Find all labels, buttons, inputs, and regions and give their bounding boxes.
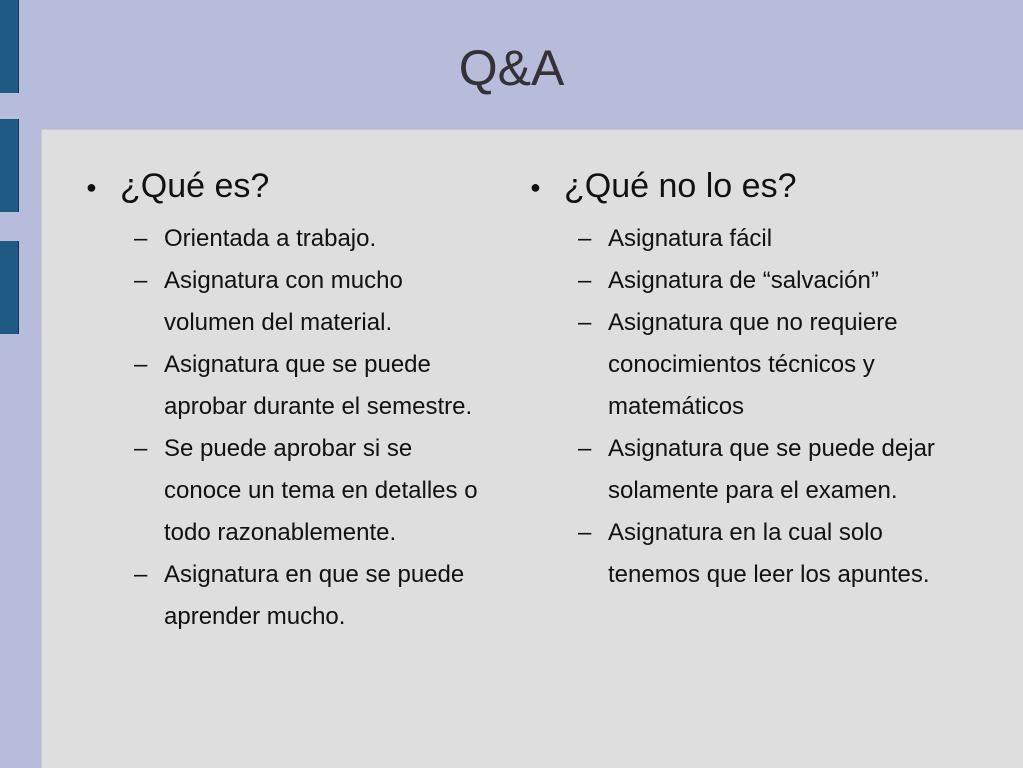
bullet-icon: ● — [86, 177, 97, 197]
right-list — [536, 218, 948, 596]
left-heading-text: ¿Qué es? — [120, 167, 270, 205]
accent-bar-middle — [0, 119, 19, 212]
dash-icon: – — [134, 225, 148, 252]
dash-icon: – — [578, 435, 592, 462]
accent-bar-bottom — [0, 241, 19, 334]
left-list — [92, 218, 484, 638]
slide-title: Q&A — [458, 40, 565, 96]
list-item-text: Asignatura que se puede dejar solamente para el examen. — [608, 435, 935, 504]
list-item-text: Asignatura que no requiere conocimientos técnicos y matemáticos — [608, 309, 898, 420]
list-item — [92, 428, 484, 554]
dash-icon: – — [578, 309, 592, 336]
list-item — [536, 428, 948, 512]
dash-icon: – — [134, 435, 148, 462]
list-item-text: Asignatura que se puede aprobar durante el semestre. — [164, 351, 473, 420]
list-item — [92, 260, 484, 344]
list-item — [536, 260, 948, 302]
list-item — [92, 218, 484, 260]
list-item-text: Asignatura en la cual solo tenemos que leer los apuntes. — [608, 519, 930, 588]
dash-icon: – — [134, 267, 148, 294]
dash-icon: – — [578, 267, 592, 294]
list-item — [536, 302, 948, 428]
list-item-text: Asignatura en que se puede aprender mucho. — [164, 561, 465, 630]
list-item — [536, 218, 948, 260]
dash-icon: – — [578, 519, 592, 546]
dash-icon: – — [134, 351, 148, 378]
list-item — [536, 512, 948, 596]
list-item-text: Asignatura con mucho volumen del material. — [164, 267, 403, 336]
dash-icon: – — [134, 561, 148, 588]
list-item-text: Asignatura fácil — [608, 225, 773, 252]
dash-icon: – — [578, 225, 592, 252]
list-item-text: Asignatura de “salvación” — [608, 267, 879, 294]
list-item — [92, 554, 484, 638]
list-item-text: Orientada a trabajo. — [164, 225, 377, 252]
content-panel — [41, 129, 1023, 768]
bullet-icon: ● — [530, 177, 541, 197]
list-item — [92, 344, 484, 428]
list-item-text: Se puede aprobar si se conoce un tema en detalles o todo razonablemente. — [164, 435, 478, 546]
right-heading-text: ¿Qué no lo es? — [564, 167, 797, 205]
